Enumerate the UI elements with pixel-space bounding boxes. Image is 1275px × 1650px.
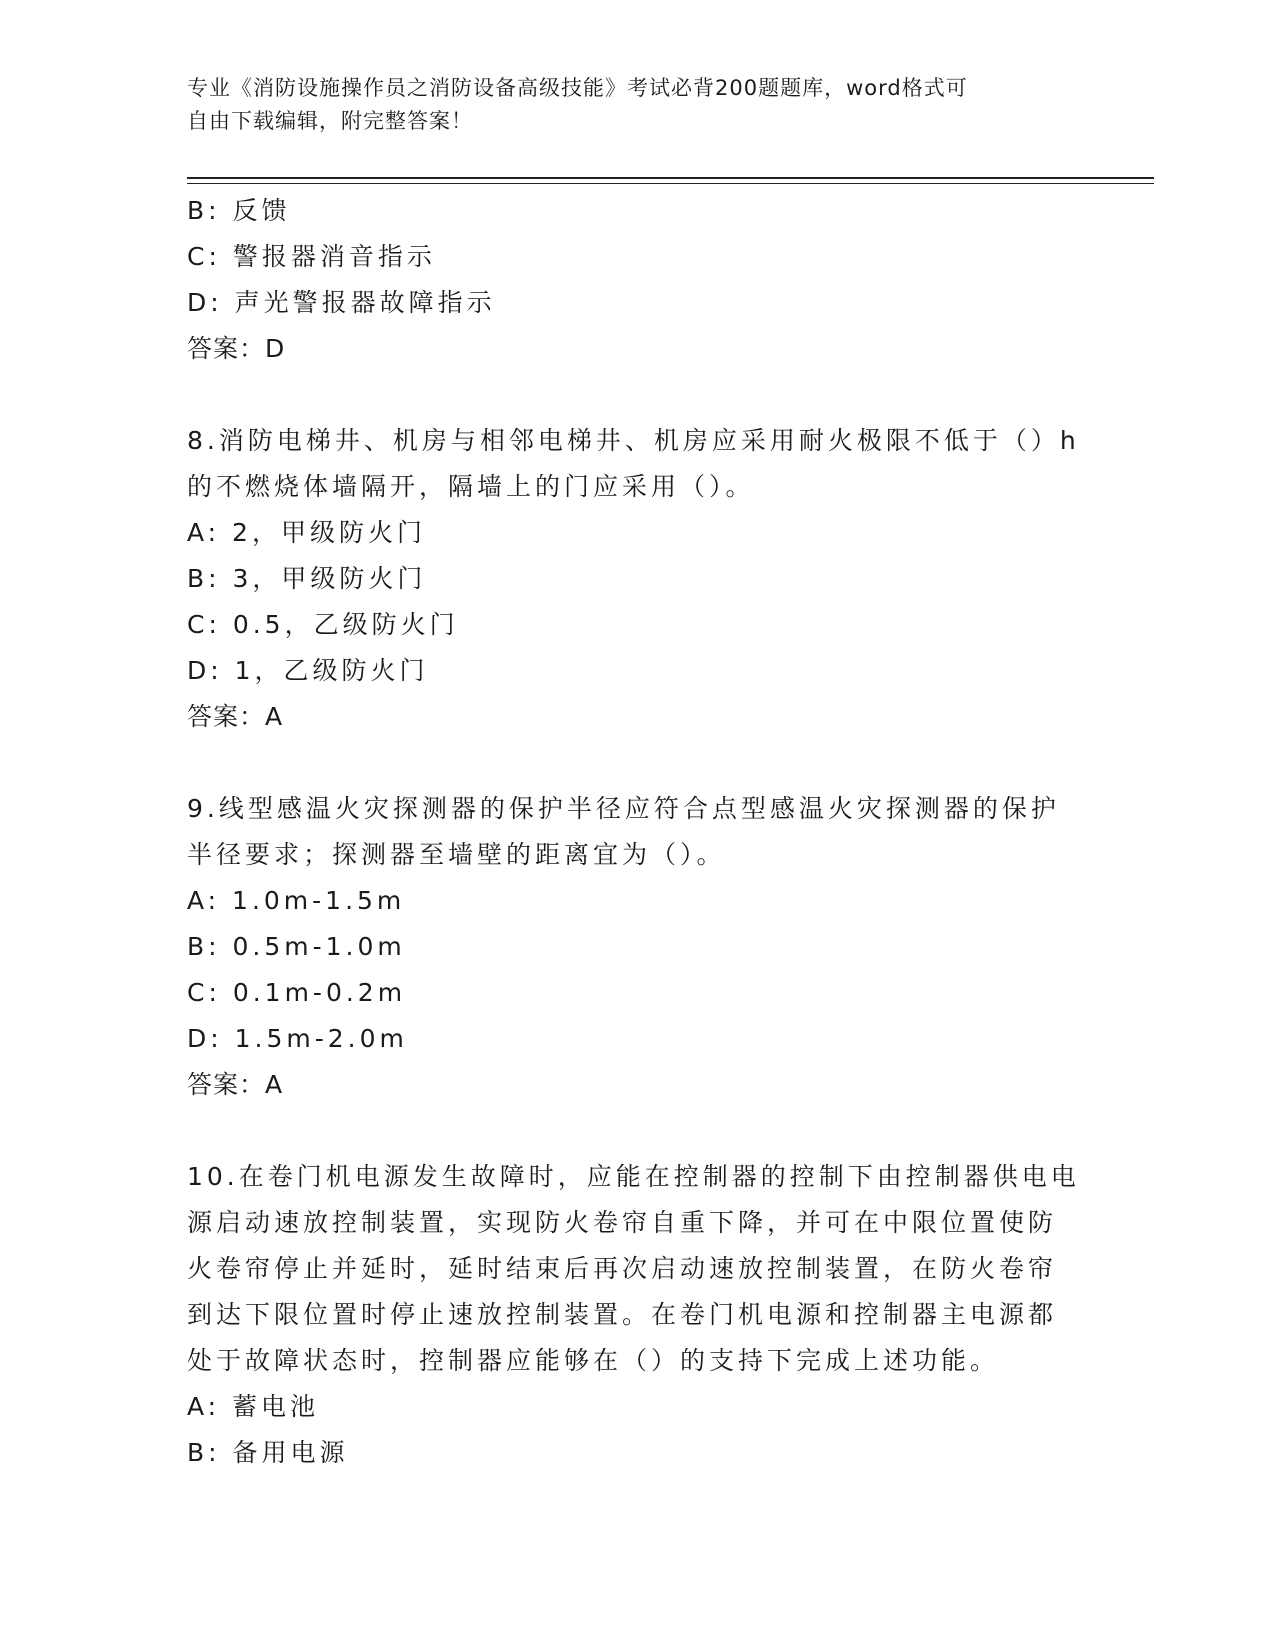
- question-content: [187, 188, 1087, 1476]
- answer-line: 答案：A: [187, 1070, 284, 1099]
- answer-line: 答案：A: [187, 702, 284, 731]
- spacer: [187, 1108, 1087, 1154]
- question-text-line: 到达下限位置时停止速放控制装置。在卷门机电源和控制器主电源都: [187, 1300, 1058, 1329]
- question-text-line: 的不燃烧体墙隔开，隔墙上的门应采用（）。: [187, 472, 755, 501]
- question-text-line: 10.在卷门机电源发生故障时，应能在控制器的控制下由控制器供电电: [187, 1162, 1080, 1191]
- question-text-line: 半径要求；探测器至墙壁的距离宜为（）。: [187, 840, 726, 869]
- spacer: [187, 372, 1087, 418]
- option-a: A: 2，甲级防火门: [187, 518, 426, 547]
- question-text-line: 8.消防电梯井、机房与相邻电梯井、机房应采用耐火极限不低于（）h: [187, 426, 1080, 455]
- header-line-2: 自由下载编辑，附完整答案！: [187, 109, 473, 133]
- option-b: B: 反馈: [187, 196, 291, 225]
- option-d: D: 1.5m-2.0m: [187, 1024, 408, 1053]
- question-9-block: [187, 786, 1087, 1108]
- option-c: C: 0.1m-0.2m: [187, 978, 407, 1007]
- spacer: [187, 740, 1087, 786]
- answer-line: 答案：D: [187, 334, 286, 363]
- option-a: A: 蓄电池: [187, 1392, 320, 1421]
- option-c: C: 0.5，乙级防火门: [187, 610, 459, 639]
- question-7-block: [187, 188, 1087, 372]
- option-c: C: 警报器消音指示: [187, 242, 436, 271]
- option-d: D: 声光警报器故障指示: [187, 288, 496, 317]
- page-header: [187, 72, 1067, 138]
- option-b: B: 备用电源: [187, 1438, 349, 1467]
- question-8-block: [187, 418, 1087, 740]
- question-text-line: 火卷帘停止并延时，延时结束后再次启动速放控制装置，在防火卷帘: [187, 1254, 1058, 1283]
- option-b: B: 3，甲级防火门: [187, 564, 427, 593]
- header-rule-thick: [187, 177, 1154, 179]
- question-10-block: [187, 1154, 1087, 1476]
- question-text-line: 处于故障状态时，控制器应能够在（）的支持下完成上述功能。: [187, 1346, 1000, 1375]
- question-text-line: 源启动速放控制装置，实现防火卷帘自重下降，并可在中限位置使防: [187, 1208, 1058, 1237]
- option-d: D: 1，乙级防火门: [187, 656, 429, 685]
- question-text-line: 9.线型感温火灾探测器的保护半径应符合点型感温火灾探测器的保护: [187, 794, 1060, 823]
- option-b: B: 0.5m-1.0m: [187, 932, 406, 961]
- header-line-1: 专业《消防设施操作员之消防设备高级技能》考试必背200题题库，word格式可: [187, 76, 968, 100]
- header-rule-thin: [187, 183, 1154, 184]
- option-a: A: 1.0m-1.5m: [187, 886, 406, 915]
